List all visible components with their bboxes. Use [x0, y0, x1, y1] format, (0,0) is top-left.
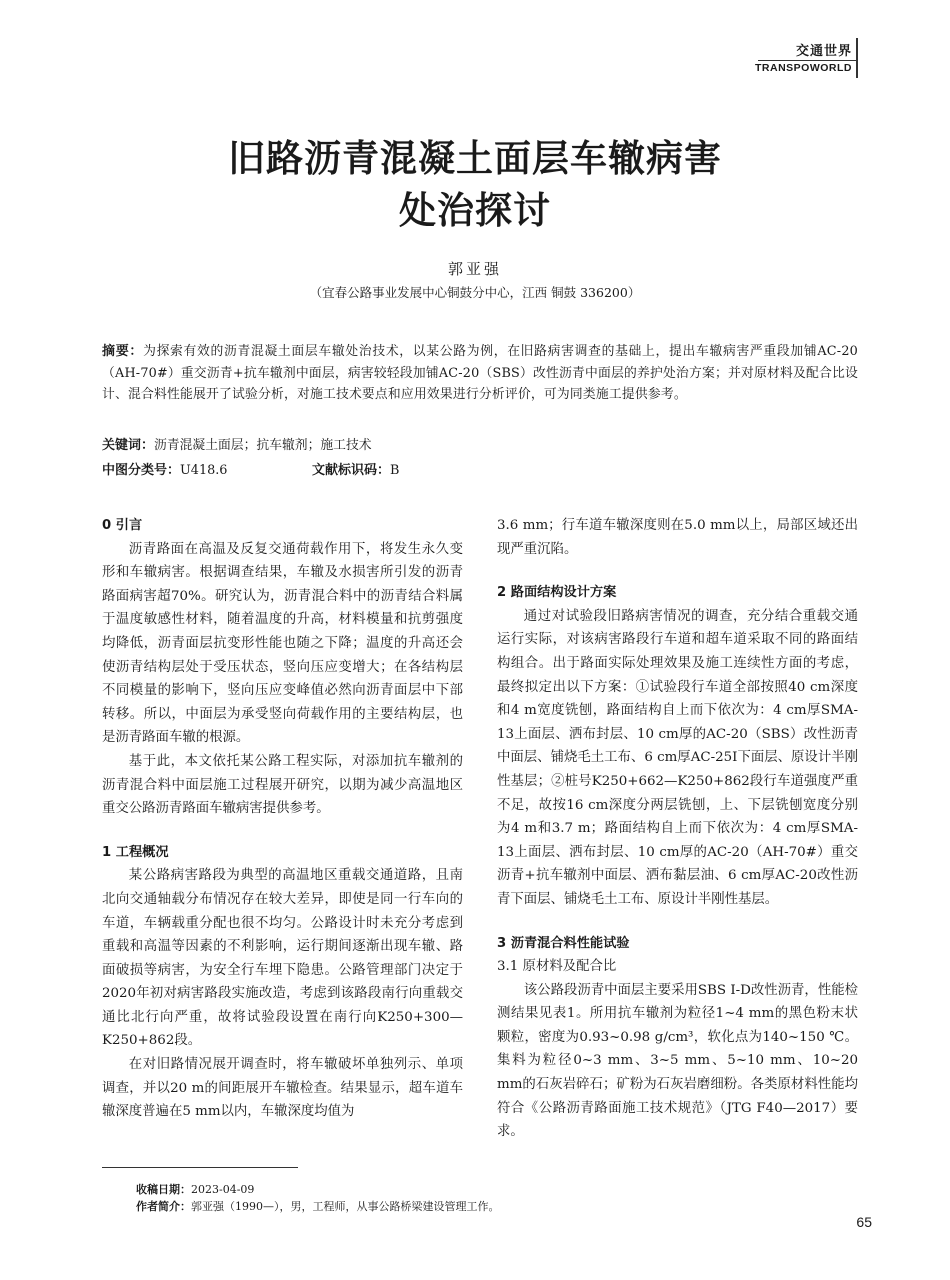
- author-name: 郭亚强: [447, 260, 502, 278]
- paragraph: 沥青路面在高温及反复交通荷载作用下，将发生永久变形和车辙病害。根据调查结果，车辙及水损害所引发的沥青路面病害超70%。研究认为，沥青混合料中的沥青结合料属于温度敏感性材料，随着温度的升高，材料模量和抗剪强度均降低，沥青面层抗变形性能也随之下降；温度的升高还会使沥青结构层处于受压状态，竖向压应变增大；在各结构层不同模量的影响下，竖向压应变峰值必然向沥青面层中下部转移。所以，中面层为承受竖向荷载作用的主要结构层，也是沥青路面车辙的根源。: [102, 541, 463, 746]
- classification-value: U418.6: [180, 463, 228, 478]
- paragraph: 在对旧路情况展开调查时，将车辙破坏单独列示、单项调查，并以20 m的间距展开车辙检查。结果显示，超车道车辙深度普遍在5 mm以内，车辙深度均值为: [102, 1057, 463, 1120]
- journal-name-en: TRANSPOWORLD: [755, 62, 852, 74]
- paragraph: 该公路段沥青中面层主要采用SBS I-D改性沥青，性能检测结果见表1。所用抗车辙剂为粒径1~4 mm的黑色粉末状颗粒，密度为0.93~0.98 g/cm³，软化点为140~150 ℃。集料为粒径0~3 mm、3~5 mm、5~10 mm、10~20 mm的石灰岩碎石；矿粉为石灰岩磨细粉。各类原材料性能均符合《公路沥青路面施工技术规范》（JTG F40—2017）要求。: [497, 982, 858, 1140]
- abstract-text: 为探索有效的沥青混凝土面层车辙处治技术，以某公路为例，在旧路病害调查的基础上，提出车辙病害严重段加铺AC-20（AH-70#）重交沥青+抗车辙剂中面层，病害较轻段加铺AC-20（SBS）改性沥青中面层的养护处治方案；并对原材料及配合比设计、混合料性能展开了试验分析，对施工技术要点和应用效果进行分析评价，可为同类施工提供参考。: [102, 344, 859, 402]
- section-heading: 3 沥青混合料性能试验: [497, 935, 630, 951]
- author-bio: [136, 1198, 500, 1214]
- bio-value: 郭亚强（1990—），男，工程师，从事公路桥梁建设管理工作。: [191, 1200, 500, 1213]
- received-label: 收稿日期：: [136, 1183, 191, 1196]
- left-column: [102, 514, 463, 1124]
- section-heading: 1 工程概况: [102, 844, 169, 860]
- right-column: [497, 514, 858, 1144]
- abstract-label: 摘要：: [102, 344, 144, 359]
- author-affiliation: （宜春公路事业发展中心铜鼓分中心，江西 铜鼓 336200）: [309, 285, 641, 300]
- classification-number: [102, 459, 227, 478]
- paragraph: 通过对试验段旧路病害情况的调查，充分结合重载交通运行实际，对该病害路段行车道和超车道采取不同的路面结构组合。出于路面实际处理效果及施工连续性方面的考虑，最终拟定出以下方案：①试验段行车道全部按照40 cm深度和4 m宽度铣刨，路面结构自上而下依次为：4 cm厚SMA-13上面层、洒布封层、10 cm厚的AC-20（SBS）改性沥青中面层、铺烧毛土工布、6 cm厚AC-25I下面层、原设计半刚性基层；②桩号K250+662—K250+862段行车道强度严重不足，故按16 cm深度分两层铣刨，上、下层铣刨宽度分别为4 m和3.7 m；路面结构自上而下依次为：4 cm厚SMA-13上面层、洒布封层、10 cm厚的AC-20（AH-70#）重交沥青+抗车辙剂中面层、洒布黏层油、6 cm厚AC-20改性沥青下面层、铺烧毛土工布、原设计半刚性基层。: [497, 608, 858, 907]
- paragraph-continued: 3.6 mm；行车道车辙深度则在5.0 mm以上，局部区域还出现严重沉陷。: [497, 518, 858, 557]
- paragraph: 基于此，本文依托某公路工程实际，对添加抗车辙剂的沥青混合料中面层施工过程展开研究，以期为减少高温地区重交公路沥青路面车辙病害提供参考。: [102, 753, 463, 817]
- document-code: [312, 459, 399, 478]
- received-date: [136, 1181, 254, 1197]
- paragraph: 某公路病害路段为典型的高温地区重载交通道路，且南北向交通轴载分布情况存在较大差异，即使是同一行车向的车道，车辆载重分配也很不均匀。公路设计时未充分考虑到重载和高温等因素的不利影响，运行期间逐渐出现车辙、路面破损等病害，为安全行车埋下隐患。公路管理部门决定于2020年初对病害路段实施改造，考虑到该路段南行向重载交通比北行向严重，故将试验段设置在南行向K250+300—K250+862段。: [102, 868, 463, 1049]
- section-heading: 0 引言: [102, 518, 143, 533]
- header-bar: [856, 38, 858, 78]
- footnote-rule: [102, 1167, 298, 1168]
- keywords-text: 沥青混凝土面层；抗车辙剂；施工技术: [154, 438, 372, 453]
- abstract: [102, 341, 858, 406]
- article-title-line1: 旧路沥青混凝土面层车辙病害: [228, 137, 722, 180]
- document-code-value: B: [390, 463, 400, 478]
- section-heading: 2 路面结构设计方案: [497, 585, 617, 601]
- header-rule: [758, 60, 856, 61]
- received-value: 2023-04-09: [191, 1183, 255, 1196]
- page-number: 65: [856, 1214, 872, 1230]
- keywords-label: 关键词：: [102, 438, 155, 453]
- document-code-label: 文献标识码：: [312, 463, 391, 478]
- subsection-heading: 3.1 原材料及配合比: [497, 959, 617, 975]
- bio-label: 作者简介：: [136, 1200, 191, 1213]
- article-title-line2: 处治探讨: [399, 189, 551, 232]
- keywords: [102, 434, 372, 453]
- journal-name-cn: 交通世界: [795, 44, 852, 59]
- classification-label: 中图分类号：: [102, 463, 181, 478]
